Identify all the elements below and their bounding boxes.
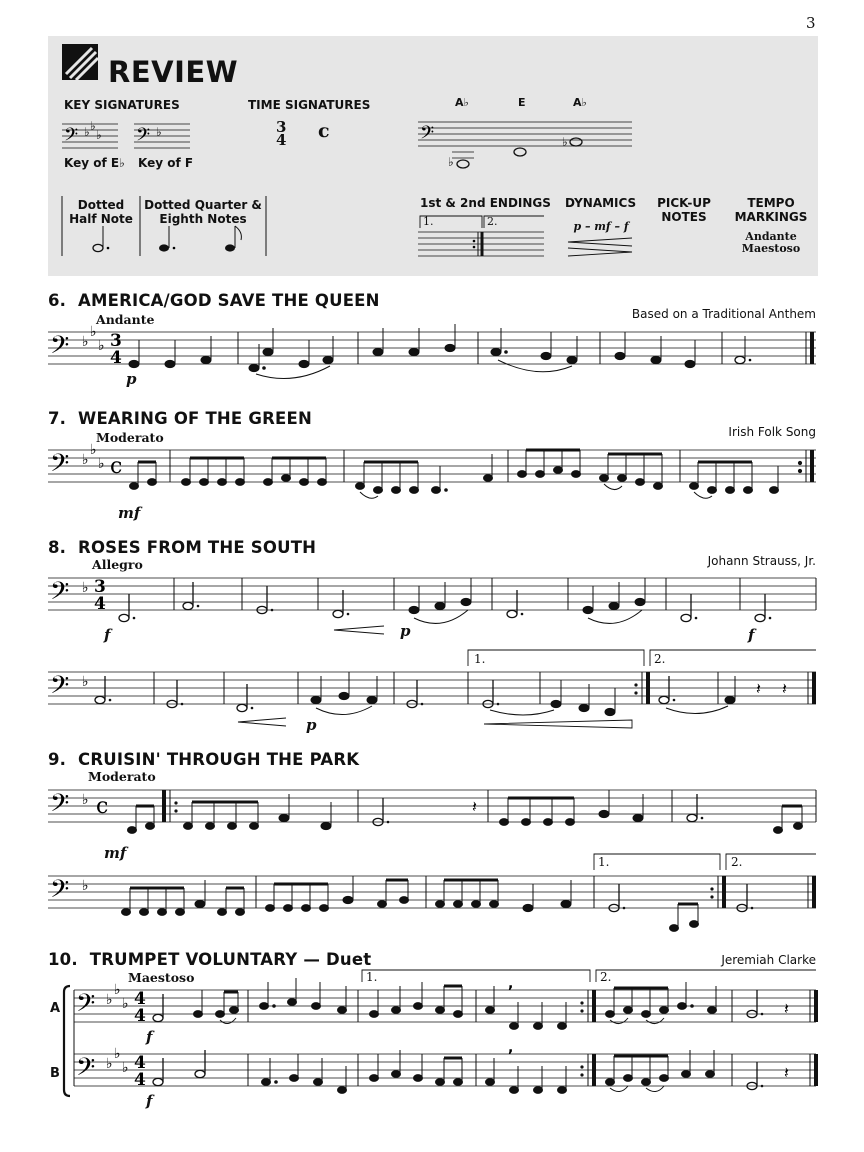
piece-10-ending-1: 1.	[366, 970, 378, 984]
svg-text:♭: ♭	[106, 1056, 113, 1072]
dotted-half-heading: Dotted Half Note	[69, 198, 133, 226]
key-signatures-heading: KEY SIGNATURES	[64, 98, 180, 112]
note-label-e: E	[518, 96, 526, 109]
svg-text:♭: ♭	[82, 792, 89, 808]
piece-7-staff	[48, 442, 818, 506]
tempo-markings-heading: TEMPO MARKINGS	[734, 196, 808, 224]
svg-text:𝄢: 𝄢	[50, 577, 70, 612]
note-label-ab-2: A♭	[573, 96, 587, 109]
svg-text:𝄢: 𝄢	[50, 449, 70, 484]
svg-text:𝄢: 𝄢	[50, 875, 70, 910]
svg-text:♭: ♭	[84, 125, 90, 139]
piece-9-tempo: Moderato	[88, 769, 156, 784]
svg-text:♭: ♭	[82, 334, 89, 350]
piece-7-composer: Irish Folk Song	[728, 425, 816, 439]
svg-text:𝄽: 𝄽	[472, 797, 477, 816]
svg-text:𝄢: 𝄢	[76, 1053, 96, 1088]
piece-6-staff	[48, 324, 818, 388]
piece-8-dynamic-1: f	[104, 626, 111, 644]
piece-6-dynamic: p	[126, 370, 137, 388]
svg-text:♭: ♭	[82, 452, 89, 468]
review-logo-icon	[62, 44, 102, 84]
svg-text:𝄢: 𝄢	[50, 331, 70, 366]
svg-text:𝄽: 𝄽	[782, 679, 787, 698]
piece-6-title: 6. AMERICA/GOD SAVE THE QUEEN	[48, 291, 380, 310]
svg-text:♭: ♭	[90, 442, 97, 458]
endings-example	[418, 214, 548, 258]
svg-text:♭: ♭	[82, 580, 89, 596]
common-time: c	[318, 120, 330, 142]
svg-text:♭: ♭	[90, 324, 97, 340]
svg-text:c: c	[110, 454, 123, 479]
piece-8-dynamic-4: p	[306, 716, 317, 734]
svg-text:♭: ♭	[98, 338, 105, 354]
ending-2-label: 2.	[487, 215, 498, 228]
svg-text:𝄢: 𝄢	[420, 123, 435, 148]
svg-text:3: 3	[110, 331, 122, 351]
svg-text:c: c	[96, 794, 109, 819]
svg-text:3: 3	[94, 577, 106, 597]
piece-6-tempo: Andante	[96, 312, 155, 327]
piece-7-tempo: Moderato	[96, 430, 164, 445]
svg-text:𝄽: 𝄽	[784, 999, 789, 1018]
piece-9-ending-2: 2.	[731, 855, 743, 869]
svg-text:𝄽: 𝄽	[784, 1063, 789, 1082]
time-signatures-heading: TIME SIGNATURES	[248, 98, 371, 112]
dotted-quarter-heading: Dotted Quarter & Eighth Notes	[144, 198, 262, 226]
key-of-eb-label: Key of E♭	[64, 156, 125, 170]
endings-heading: 1st & 2nd ENDINGS	[420, 196, 551, 210]
dynamics-heading: DYNAMICS	[565, 196, 637, 210]
svg-text:𝄢: 𝄢	[136, 125, 151, 150]
svg-text:4: 4	[94, 594, 106, 614]
piece-8-title: 8. ROSES FROM THE SOUTH	[48, 538, 317, 557]
svg-text:𝄢: 𝄢	[76, 989, 96, 1024]
piece-8-composer: Johann Strauss, Jr.	[707, 554, 816, 568]
time-sig-bottom: 4	[276, 131, 287, 149]
svg-text:𝄽: 𝄽	[756, 679, 761, 698]
svg-text:♭: ♭	[96, 128, 102, 142]
piece-10-duet-system	[62, 968, 818, 1126]
piece-6-composer: Based on a Traditional Anthem	[631, 307, 816, 321]
note-names-staff	[418, 118, 634, 170]
piece-9-dynamic: mf	[104, 844, 127, 862]
dynamics-marks: p – mf – f	[573, 220, 629, 233]
piece-10-composer: Jeremiah Clarke	[721, 953, 816, 967]
tempo-ex-maestoso: Maestoso	[741, 242, 801, 255]
svg-text:𝄢: 𝄢	[50, 671, 70, 706]
svg-text:♭: ♭	[106, 992, 113, 1008]
piece-10-tempo: Maestoso	[128, 970, 195, 985]
svg-text:♭: ♭	[98, 456, 105, 472]
piece-10-ending-2: 2.	[600, 970, 612, 984]
svg-text:,: ,	[508, 976, 514, 992]
svg-text:4: 4	[134, 989, 146, 1009]
piece-8-ending-1: 1.	[474, 652, 486, 666]
piece-10-dynamic-a: f	[146, 1028, 153, 1046]
part-a-label: A	[50, 1001, 61, 1016]
svg-text:♭: ♭	[114, 1046, 121, 1062]
piece-8-dynamic-2: p	[400, 622, 411, 640]
svg-text:♭: ♭	[114, 982, 121, 998]
piece-10-dynamic-b: f	[146, 1092, 153, 1110]
piece-8-tempo: Allegro	[92, 557, 143, 572]
svg-text:4: 4	[134, 1053, 146, 1073]
svg-text:♭: ♭	[82, 878, 89, 894]
piece-9-title: 9. CRUISIN' THROUGH THE PARK	[48, 750, 360, 769]
pickup-heading: PICK-UP NOTES	[657, 196, 711, 224]
piece-8-staff-2	[48, 648, 818, 738]
time-sig-top: 3	[276, 118, 287, 136]
key-signature-staves	[62, 120, 192, 152]
piece-7-dynamic: mf	[118, 504, 141, 522]
svg-text:4: 4	[134, 1070, 146, 1090]
ending-1-label: 1.	[423, 215, 434, 228]
part-b-label: B	[50, 1066, 60, 1081]
piece-7-title: 7. WEARING OF THE GREEN	[48, 409, 312, 428]
svg-text:♭: ♭	[562, 135, 568, 149]
note-label-ab-1: A♭	[455, 96, 469, 109]
piece-10-title: 10. TRUMPET VOLUNTARY — Duet	[48, 950, 372, 969]
piece-8-ending-2: 2.	[654, 652, 666, 666]
svg-text:,: ,	[508, 1040, 514, 1056]
review-title: REVIEW	[108, 55, 239, 89]
svg-text:♭: ♭	[448, 155, 454, 169]
svg-text:𝄢: 𝄢	[64, 125, 79, 150]
svg-text:4: 4	[110, 348, 122, 368]
page-number: 3	[806, 14, 816, 32]
piece-9-ending-1: 1.	[598, 855, 610, 869]
tempo-ex-andante: Andante	[745, 230, 797, 243]
piece-8-dynamic-3: f	[748, 626, 755, 644]
svg-text:4: 4	[134, 1006, 146, 1026]
key-of-f-label: Key of F	[138, 156, 194, 170]
piece-9-staff-1	[48, 786, 818, 846]
svg-text:♭: ♭	[90, 119, 96, 133]
svg-text:♭: ♭	[122, 996, 129, 1012]
svg-text:♭: ♭	[122, 1060, 129, 1076]
svg-text:♭: ♭	[82, 674, 89, 690]
svg-text:𝄢: 𝄢	[50, 789, 70, 824]
piece-9-staff-2	[48, 852, 818, 932]
hairpins	[566, 236, 636, 258]
piece-8-staff-1	[48, 574, 818, 634]
svg-text:♭: ♭	[156, 125, 162, 139]
